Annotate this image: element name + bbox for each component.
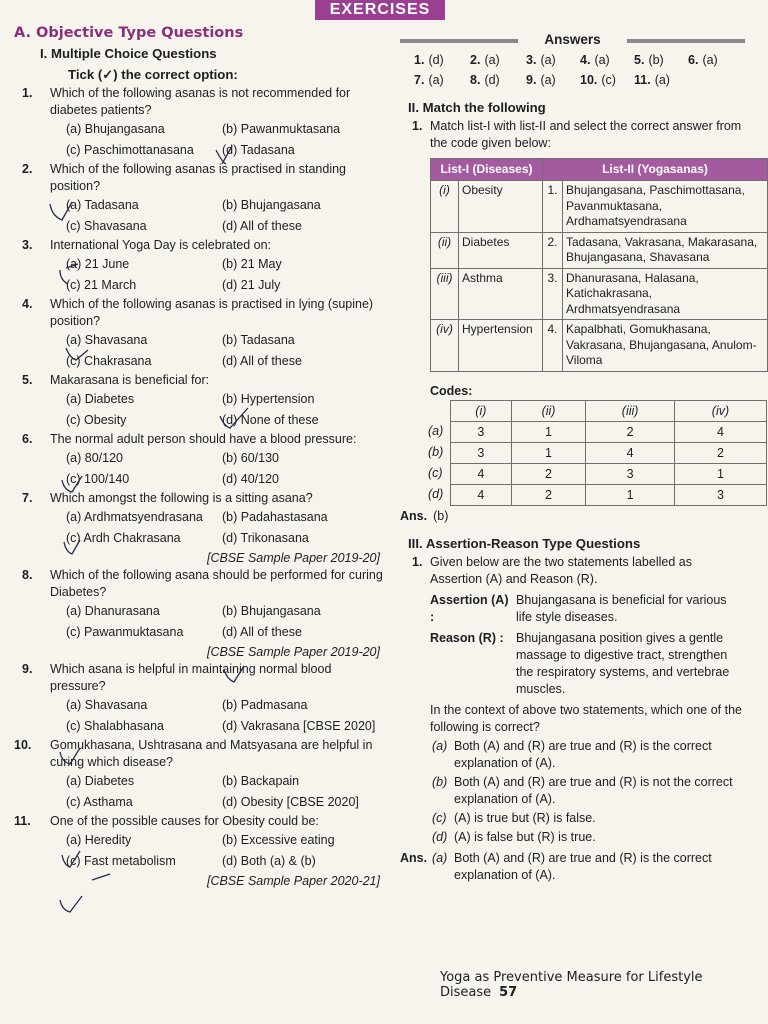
option-a: (a) 21 June bbox=[66, 257, 130, 271]
match-row bbox=[431, 320, 768, 372]
ar-answer-label: Ans. bbox=[400, 850, 428, 865]
reason-text: Bhujangasana position gives a gentle massage to digestive tract, strengthen the respiratory systems, and vertebrae muscles. bbox=[516, 630, 730, 696]
answer-number: 9. bbox=[526, 73, 537, 87]
codes-cell: 1 bbox=[674, 463, 766, 484]
question-text-row bbox=[14, 737, 386, 771]
tick-instruction: Tick (✓) the correct option: bbox=[68, 67, 238, 82]
list1-roman: (iii) bbox=[431, 268, 459, 320]
list2-header: List-II (Yogasanas) bbox=[543, 159, 768, 181]
answer-option: (a) bbox=[540, 53, 556, 67]
section-a-heading: A. Objective Type Questions bbox=[14, 25, 244, 41]
list2-asanas: Tadasana, Vakrasana, Makarasana, Bhujangasana, Shavasana bbox=[563, 232, 768, 268]
answer-option: (a) bbox=[594, 53, 610, 67]
question-number: 7. bbox=[22, 491, 33, 505]
question-text: The normal adult person should have a blood pressure: bbox=[50, 432, 357, 446]
option-d: (d) None of these bbox=[222, 413, 319, 427]
option-a: (a) Ardhmatsyendrasana bbox=[66, 510, 203, 524]
answer-number: 10. bbox=[580, 73, 598, 87]
code-option-label: (b) bbox=[428, 444, 444, 459]
option-a: (a) Shavasana bbox=[66, 698, 148, 712]
codes-heading: Codes: bbox=[430, 383, 473, 398]
question-10 bbox=[14, 737, 386, 813]
answers-row-1 bbox=[400, 50, 745, 70]
question-text: Which of the following asana should be performed for curing Diabetes? bbox=[50, 568, 383, 599]
option-d: (d) Vakrasana [CBSE 2020] bbox=[222, 719, 376, 733]
question-options bbox=[14, 254, 386, 296]
question-number: 9. bbox=[22, 662, 33, 676]
question-number: 10. bbox=[14, 738, 32, 752]
ar-question-number: 1. bbox=[412, 554, 423, 569]
assertion-reason-heading: III. Assertion-Reason Type Questions bbox=[408, 535, 641, 551]
question-text: One of the possible causes for Obesity could be: bbox=[50, 814, 319, 828]
match-question-text: Match list-I with list-II and select the correct answer from the code given below: bbox=[430, 119, 742, 150]
question-options bbox=[14, 601, 386, 643]
answer-cell bbox=[580, 70, 634, 90]
question-text-row bbox=[14, 161, 386, 195]
option-c: (c) Fast metabolism bbox=[66, 854, 176, 868]
question-text-row bbox=[14, 237, 386, 254]
answer-cell bbox=[634, 70, 688, 90]
question-9 bbox=[14, 661, 386, 737]
question-options bbox=[14, 389, 386, 431]
codes-cell: 3 bbox=[451, 442, 512, 463]
left-column bbox=[14, 20, 386, 890]
list1-roman: (ii) bbox=[431, 232, 459, 268]
option-c: (c) Asthama bbox=[66, 795, 133, 809]
ar-option-b bbox=[400, 774, 745, 808]
codes-col-header: (i) bbox=[451, 400, 512, 421]
question-text-row bbox=[14, 372, 386, 389]
match-question-number: 1. bbox=[412, 119, 423, 133]
question-text: Which of the following asanas is practised in standing position? bbox=[50, 162, 346, 193]
question-source: [CBSE Sample Paper 2019-20] bbox=[206, 645, 380, 659]
answer-number: 4. bbox=[580, 53, 591, 67]
list2-asanas: Kapalbhati, Gomukhasana, Vakrasana, Bhujangasana, Anulom-Viloma bbox=[563, 320, 768, 372]
chapter-title: Yoga as Preventive Measure for Lifestyle Disease bbox=[440, 970, 703, 1000]
codes-cell: 4 bbox=[586, 442, 675, 463]
assertion-label: Assertion (A) : bbox=[430, 592, 509, 624]
question-text-row bbox=[14, 567, 386, 601]
code-option-label: (c) bbox=[428, 465, 443, 480]
codes-block bbox=[428, 400, 745, 506]
mcq-heading: I. Multiple Choice Questions bbox=[40, 46, 217, 61]
codes-col-header: (iii) bbox=[586, 400, 675, 421]
option-c: (c) Obesity bbox=[66, 413, 127, 427]
option-d: (d) 21 July bbox=[222, 278, 281, 292]
option-d: (d) 40/120 bbox=[222, 472, 279, 486]
question-number: 3. bbox=[22, 238, 33, 252]
question-options bbox=[14, 448, 386, 490]
question-options bbox=[14, 330, 386, 372]
codes-cell: 2 bbox=[511, 484, 586, 505]
page-number: 57 bbox=[499, 985, 518, 1000]
answer-cell bbox=[526, 70, 580, 90]
answer-option: (a) bbox=[428, 73, 444, 87]
option-c: (c) Shavasana bbox=[66, 219, 147, 233]
option-a: (a) 80/120 bbox=[66, 451, 123, 465]
list1-disease: Diabetes bbox=[459, 232, 543, 268]
answer-number: 6. bbox=[688, 53, 699, 67]
mcq-list bbox=[14, 85, 386, 890]
assertion-text: Bhujangasana is beneficial for various life style diseases. bbox=[516, 592, 727, 624]
ar-option-text: (A) is true but (R) is false. bbox=[454, 810, 596, 825]
codes-cell: 2 bbox=[674, 442, 766, 463]
codes-col-header: (iv) bbox=[674, 400, 766, 421]
question-text: International Yoga Day is celebrated on: bbox=[50, 238, 271, 252]
ar-question-text: Given below are the two statements labelled as Assertion (A) and Reason (R). bbox=[430, 554, 692, 586]
answer-number: 3. bbox=[526, 53, 537, 67]
option-a: (a) Diabetes bbox=[66, 774, 135, 788]
ar-option-label: (c) bbox=[432, 810, 447, 825]
answer-cell bbox=[470, 50, 526, 70]
option-d: (d) All of these bbox=[222, 354, 302, 368]
list1-disease: Obesity bbox=[459, 181, 543, 233]
question-text-row bbox=[14, 431, 386, 448]
question-number: 2. bbox=[22, 162, 33, 176]
list1-roman: (iv) bbox=[431, 320, 459, 372]
question-options bbox=[14, 119, 386, 161]
codes-cell: 1 bbox=[511, 421, 586, 442]
question-number: 11. bbox=[14, 814, 31, 828]
question-number: 6. bbox=[22, 432, 33, 446]
answer-cell bbox=[580, 50, 634, 70]
ar-option-a bbox=[400, 738, 745, 772]
codes-cell: 3 bbox=[451, 421, 512, 442]
match-heading: II. Match the following bbox=[408, 100, 546, 115]
answer-number: 8. bbox=[470, 73, 481, 87]
question-source: [CBSE Sample Paper 2019-20] bbox=[206, 551, 380, 565]
right-column bbox=[400, 30, 758, 884]
option-c: (c) Pawanmuktasana bbox=[66, 625, 184, 639]
codes-cell: 3 bbox=[674, 484, 766, 505]
list2-asanas: Dhanurasana, Halasana, Katichakrasana, Ardhmatsyendrasana bbox=[563, 268, 768, 320]
match-table bbox=[430, 158, 768, 372]
question-options bbox=[14, 507, 386, 549]
list2-number: 2. bbox=[543, 232, 563, 268]
option-b: (b) 21 May bbox=[222, 257, 282, 271]
option-c: (c) 100/140 bbox=[66, 472, 130, 486]
codes-row bbox=[451, 463, 767, 484]
answer-option: (c) bbox=[601, 73, 616, 87]
question-text: Makarasana is beneficial for: bbox=[50, 373, 210, 387]
option-d: (d) Trikonasana bbox=[222, 531, 309, 545]
option-b: (b) Bhujangasana bbox=[222, 198, 321, 212]
option-b: (b) Padahastasana bbox=[222, 510, 328, 524]
answer-option: (a) bbox=[484, 53, 500, 67]
question-number: 1. bbox=[22, 86, 33, 100]
option-b: (b) Padmasana bbox=[222, 698, 308, 712]
codes-cell: 1 bbox=[511, 442, 586, 463]
list2-asanas: Bhujangasana, Paschimottasana, Pavanmuktasana, Ardhamatsyendrasana bbox=[563, 181, 768, 233]
question-number: 5. bbox=[22, 373, 33, 387]
question-8 bbox=[14, 567, 386, 661]
question-options bbox=[14, 830, 386, 872]
ar-option-label: (a) bbox=[432, 738, 448, 753]
option-a: (a) Diabetes bbox=[66, 392, 135, 406]
question-1 bbox=[14, 85, 386, 161]
option-b: (b) Pawanmuktasana bbox=[222, 122, 341, 136]
code-option-label: (a) bbox=[428, 423, 444, 438]
option-c: (c) 21 March bbox=[66, 278, 137, 292]
match-row bbox=[431, 181, 768, 233]
ar-option-text: (A) is false but (R) is true. bbox=[454, 829, 596, 844]
answer-option: (a) bbox=[540, 73, 556, 87]
list1-roman: (i) bbox=[431, 181, 459, 233]
option-d: (d) Both (a) & (b) bbox=[222, 854, 316, 868]
question-7 bbox=[14, 490, 386, 567]
match-row bbox=[431, 268, 768, 320]
question-source: [CBSE Sample Paper 2020-21] bbox=[206, 874, 380, 888]
answers-row-2 bbox=[400, 70, 745, 90]
question-options bbox=[14, 195, 386, 237]
option-d: (d) All of these bbox=[222, 219, 302, 233]
option-c: (c) Paschimottanasana bbox=[66, 143, 194, 157]
question-3 bbox=[14, 237, 386, 296]
codes-row bbox=[451, 442, 767, 463]
question-options bbox=[14, 771, 386, 813]
answer-cell bbox=[414, 50, 470, 70]
ar-option-d bbox=[400, 829, 745, 846]
code-option-label: (d) bbox=[428, 486, 444, 501]
option-d: (d) All of these bbox=[222, 625, 302, 639]
answer-number: 1. bbox=[414, 53, 425, 67]
answer-number: 11. bbox=[634, 73, 651, 87]
answer-option: (b) bbox=[648, 53, 664, 67]
codes-cell: 4 bbox=[451, 484, 512, 505]
question-5 bbox=[14, 372, 386, 431]
codes-cell: 1 bbox=[586, 484, 675, 505]
match-answer bbox=[400, 506, 745, 526]
codes-col-header: (ii) bbox=[511, 400, 586, 421]
exercises-banner: EXERCISES bbox=[315, 0, 445, 20]
answers-heading: Answers bbox=[400, 30, 745, 50]
codes-cell: 2 bbox=[586, 421, 675, 442]
answer-cell bbox=[414, 70, 470, 90]
question-number: 4. bbox=[22, 297, 33, 311]
answer-number: 7. bbox=[414, 73, 425, 87]
option-b: (b) Hypertension bbox=[222, 392, 315, 406]
question-text: Which asana is helpful in maintaining normal blood pressure? bbox=[50, 662, 332, 693]
match-row bbox=[431, 232, 768, 268]
ar-context: In the context of above two statements, which one of the following is correct? bbox=[430, 702, 742, 734]
question-text: Gomukhasana, Ushtrasana and Matsyasana are helpful in curing which disease? bbox=[50, 738, 373, 769]
list1-header: List-I (Diseases) bbox=[431, 159, 543, 181]
answer-option: (d) bbox=[428, 53, 444, 67]
answer-cell bbox=[470, 70, 526, 90]
ar-options bbox=[400, 738, 745, 846]
codes-cell: 4 bbox=[674, 421, 766, 442]
answer-cell bbox=[634, 50, 688, 70]
question-text-row bbox=[14, 296, 386, 330]
list1-disease: Hypertension bbox=[459, 320, 543, 372]
ar-question bbox=[400, 554, 745, 588]
option-a: (a) Bhujangasana bbox=[66, 122, 165, 136]
option-c: (c) Ardh Chakrasana bbox=[66, 531, 181, 545]
question-text: Which of the following asanas is not recommended for diabetes patients? bbox=[50, 86, 351, 117]
codes-cell: 2 bbox=[511, 463, 586, 484]
question-11 bbox=[14, 813, 386, 890]
match-question bbox=[400, 118, 745, 152]
question-6 bbox=[14, 431, 386, 490]
answer-option: (a) bbox=[702, 53, 718, 67]
assertion-row bbox=[400, 592, 745, 626]
ar-option-c bbox=[400, 810, 745, 827]
question-text-row bbox=[14, 85, 386, 119]
option-c: (c) Chakrasana bbox=[66, 354, 152, 368]
ar-answer-option: (a) bbox=[432, 850, 448, 865]
ar-option-label: (d) bbox=[432, 829, 448, 844]
question-text: Which amongst the following is a sitting asana? bbox=[50, 491, 313, 505]
question-text-row bbox=[14, 813, 386, 830]
ar-option-text: Both (A) and (R) are true and (R) is not the correct explanation of (A). bbox=[454, 774, 733, 806]
answer-cell bbox=[688, 50, 742, 70]
reason-row bbox=[400, 630, 745, 698]
match-answer-value: (b) bbox=[433, 508, 449, 523]
code-option-labels bbox=[428, 421, 443, 505]
option-c: (c) Shalabhasana bbox=[66, 719, 164, 733]
option-b: (b) Tadasana bbox=[222, 333, 295, 347]
answer-option: (d) bbox=[484, 73, 500, 87]
question-number: 8. bbox=[22, 568, 33, 582]
codes-table bbox=[450, 400, 767, 506]
ar-answer-text: Both (A) and (R) are true and (R) is the correct explanation of (A). bbox=[454, 850, 712, 882]
match-answer-label: Ans. bbox=[400, 508, 428, 523]
list2-number: 3. bbox=[543, 268, 563, 320]
codes-cell: 3 bbox=[586, 463, 675, 484]
answer-option: (a) bbox=[654, 73, 670, 87]
option-b: (b) Excessive eating bbox=[222, 833, 335, 847]
page-footer bbox=[440, 970, 768, 1000]
option-b: (b) 60/130 bbox=[222, 451, 279, 465]
codes-row bbox=[451, 484, 767, 505]
answer-number: 5. bbox=[634, 53, 645, 67]
codes-cell: 4 bbox=[451, 463, 512, 484]
option-a: (a) Heredity bbox=[66, 833, 132, 847]
answer-number: 2. bbox=[470, 53, 481, 67]
question-text: Which of the following asanas is practised in lying (supine) position? bbox=[50, 297, 374, 328]
list1-disease: Asthma bbox=[459, 268, 543, 320]
codes-row bbox=[451, 421, 767, 442]
option-a: (a) Dhanurasana bbox=[66, 604, 160, 618]
ar-answer bbox=[400, 850, 745, 884]
answer-cell bbox=[526, 50, 580, 70]
option-d: (d) Obesity [CBSE 2020] bbox=[222, 795, 359, 809]
question-2 bbox=[14, 161, 386, 237]
question-text-row bbox=[14, 661, 386, 695]
question-options bbox=[14, 695, 386, 737]
option-a: (a) Tadasana bbox=[66, 198, 139, 212]
question-4 bbox=[14, 296, 386, 372]
list2-number: 1. bbox=[543, 181, 563, 233]
option-d: (d) Tadasana bbox=[222, 143, 295, 157]
option-a: (a) Shavasana bbox=[66, 333, 148, 347]
reason-label: Reason (R) : bbox=[430, 630, 504, 645]
question-text-row bbox=[14, 490, 386, 507]
ar-option-text: Both (A) and (R) are true and (R) is the correct explanation of (A). bbox=[454, 738, 712, 770]
option-b: (b) Bhujangasana bbox=[222, 604, 321, 618]
option-b: (b) Backapain bbox=[222, 774, 300, 788]
list2-number: 4. bbox=[543, 320, 563, 372]
ar-option-label: (b) bbox=[432, 774, 448, 789]
